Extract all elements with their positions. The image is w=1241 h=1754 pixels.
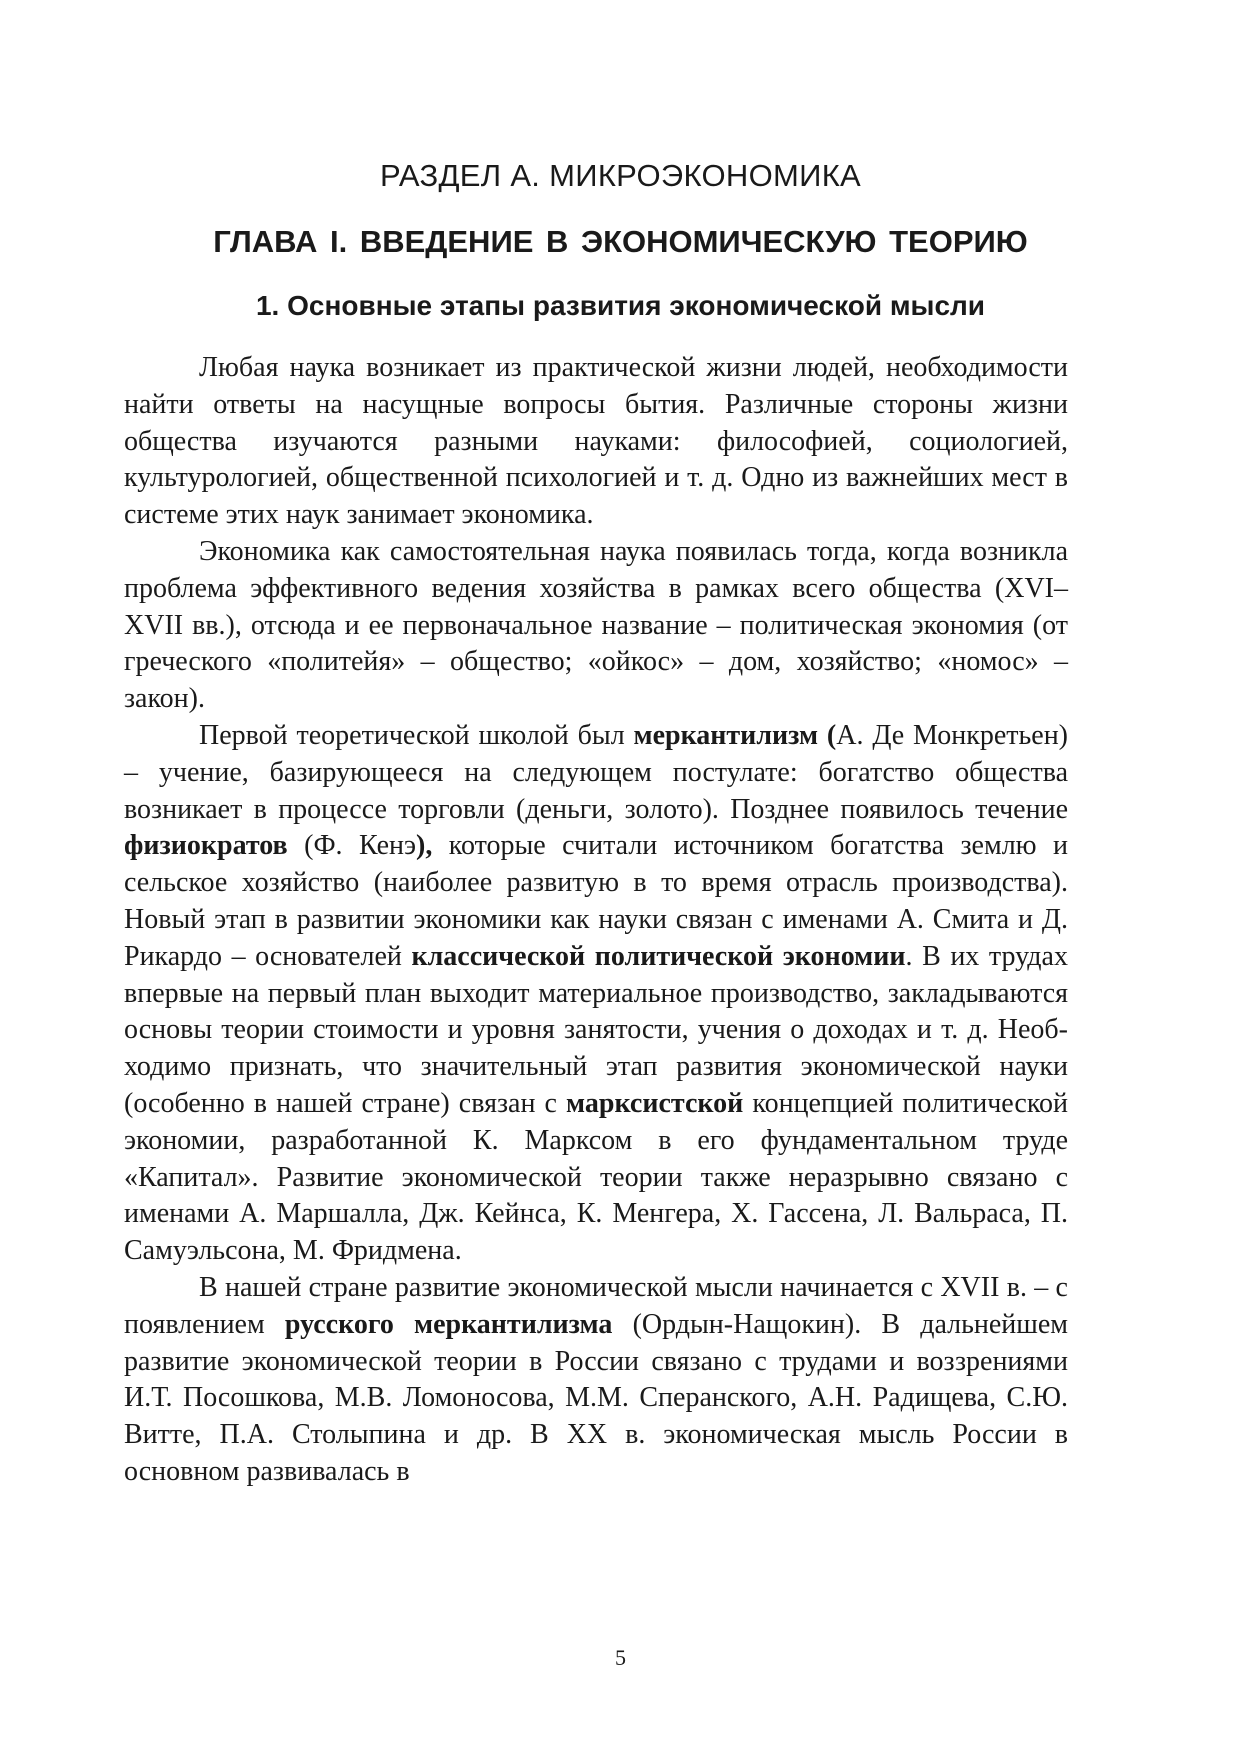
chapter-title: ГЛАВА I. ВВЕДЕНИЕ В ЭКОНОМИЧЕСКУЮ ТЕОРИЮ [213,224,1028,259]
paragraph-1 [124,350,1068,534]
paragraph-text: А. Де Монкретьен) – учение, базирующееся на следующем постулате: богатство общества возникает в процессе торговли (деньги, золото). Позднее появилось течение [124,719,1068,825]
paragraph-text: Любая наука возникает из практической жизни людей, необходимости найти ответы на насущные вопросы бытия. Различные стороны жизни общества изучаются разными науками: философией, социологией, культурологией, общественной психологией и т. д. Одно из важнейших мест в системе этих наук занимает экономика. [124,352,1068,531]
term-physiocrats: физиократов [124,830,288,862]
body-text [124,350,1068,1491]
term-russian-mercantilism: русского меркантилизма [284,1308,613,1340]
term-classical-political-economy: классической политической экономии [411,940,906,972]
page-number: 5 [615,1645,626,1670]
paragraph-text: Первой теоретической школой был [199,719,634,751]
section-title: РАЗДЕЛ А. МИКРОЭКОНОМИКА [379,158,862,193]
paragraph-text: . В их трудах впервые на первый план выходит материальное производство, закладываются основы теории стоимости и уровня занятости, учения о доходах и т. д. Необходимо признать, что значительный этап развития экономической науки (особенно в нашей стране) связан с [124,940,1068,1119]
term-marxist: марксистской [566,1087,744,1119]
bold-punctuation: ), [416,830,433,862]
paragraph-text: (Ордын-Нащокин). В дальнейшем развитие экономической теории в России связано с трудами и воззрениями И.Т. Посошкова, М.В. Ломоносова, М.М. Сперанского, А.Н. Радищева, С.Ю. Витте, П.А. Столыпина и др. В ХХ в. экономическая мысль России в основном развивалась в [124,1308,1069,1487]
paragraph-text: которые считали источником богатства землю и сельское хозяйство (наиболее развитую в то время отрасль производства). Новый этап в развитии экономики как науки связан с именами А. Смита и Д. Рикардо – основателей [124,830,1068,972]
paragraph-text: концепцией политической экономии, разработанной К. Марксом в его фундаментальном труде «Капитал». Развитие экономической теории также неразрывно связано с именами А. Маршалла, Дж. Кейнса, К. Менгера, Х. Гассена, Л. Вальраса, П. Самуэльсона, М. Фридмена. [124,1087,1068,1267]
paragraph-text: Экономика как самостоятельная наука появилась тогда, когда возникла проблема эффективного ведения хозяйства в рамках всего общества (XVI–XVII вв.), отсюда и ее первоначальное название – политическая экономия (от греческого «политейя» – общество; «ойкос» – дом, хозяйство; «номос» – закон). [124,535,1068,715]
term-mercantilism: меркантилизм ( [633,719,837,751]
paragraph-2 [124,534,1068,718]
subsection-title: 1. Основные этапы развития экономической мысли [255,290,986,321]
paragraph-4 [124,1270,1068,1491]
paragraph-text: (Ф. Кенэ [287,830,417,862]
paragraph-3 [124,718,1068,1270]
paragraph-text: В нашей стране развитие экономической мысли начинается с XVII в. – с появлением [124,1271,1068,1340]
